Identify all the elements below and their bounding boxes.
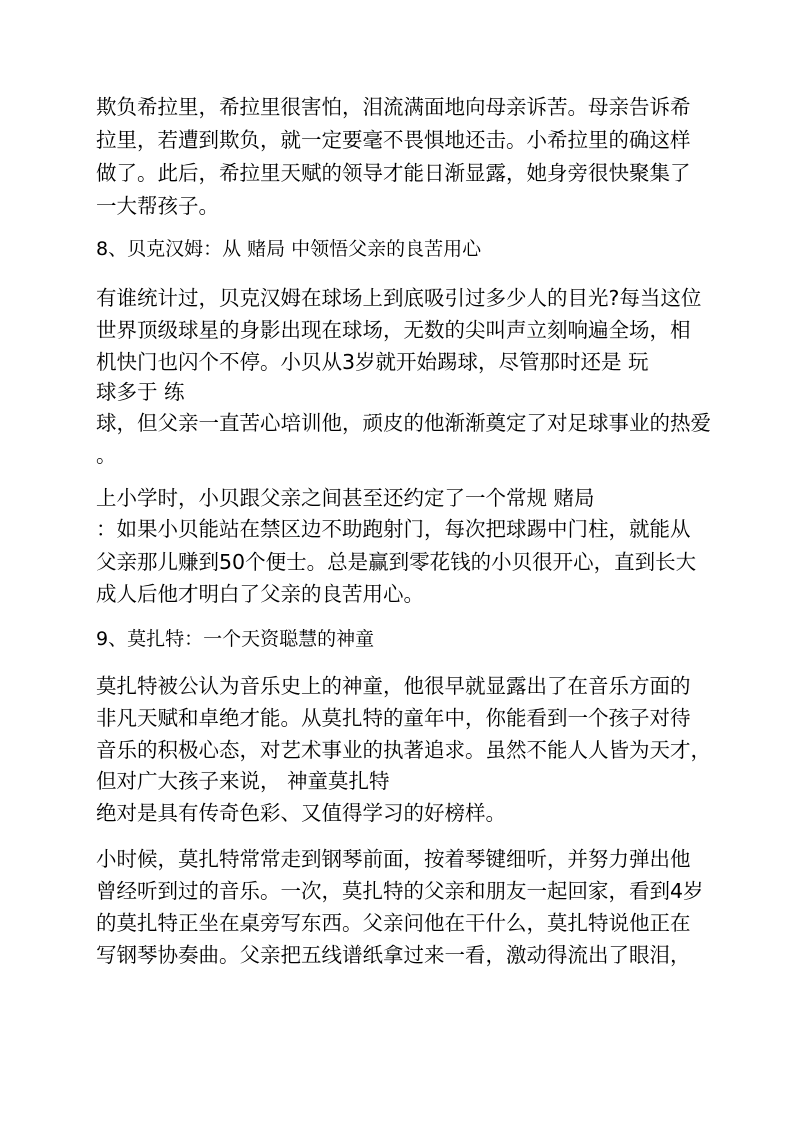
text-line: 成人后他才明白了父亲的良苦用心。 — [96, 582, 424, 606]
text-line: 非凡天赋和卓绝才能。从莫扎特的童年中，你能看到一个孩子对待 — [96, 706, 691, 730]
text-line: 球多于 练 — [96, 380, 185, 404]
section-heading-beckham: 8、贝克汉姆：从 赌局 中领悟父亲的良苦用心 — [96, 238, 482, 260]
text-line: 机快门也闪个不停。小贝从3岁就开始踢球，尽管那时还是 玩 — [96, 350, 649, 374]
text-line: 但对广大孩子来说， 神童莫扎特 — [96, 769, 390, 793]
text-line: 父亲那儿赚到50个便士。总是赢到零花钱的小贝很开心，直到长大 — [96, 550, 697, 574]
text-line: 曾经听到过的音乐。一次，莫扎特的父亲和朋友一起回家，看到4岁 — [96, 879, 704, 903]
text-line: 做了。此后，希拉里天赋的领导才能日渐显露，她身旁很快聚集了 — [96, 161, 691, 185]
text-line: 绝对是具有传奇色彩、又值得学习的好榜样。 — [96, 801, 506, 825]
text-line: 。 — [96, 443, 117, 467]
text-line: 一大帮孩子。 — [96, 194, 219, 218]
text-line: 的莫扎特正坐在桌旁写东西。父亲问他在干什么，莫扎特说他正在 — [96, 911, 691, 935]
text-line: 小时候，莫扎特常常走到钢琴前面，按着琴键细听，并努力弹出他 — [96, 847, 691, 871]
text-line: 写钢琴协奏曲。父亲把五线谱纸拿过来一看，激动得流出了眼泪， — [96, 943, 691, 967]
text-line: 上小学时，小贝跟父亲之间甚至还约定了一个常规 赌局 — [96, 486, 595, 510]
section-heading-mozart: 9、莫扎特：一个天资聪慧的神童 — [96, 628, 375, 650]
text-line: 球，但父亲一直苦心培训他，顽皮的他渐渐奠定了对足球事业的热爱 — [96, 411, 711, 435]
text-line: ：如果小贝能站在禁区边不助跑射门，每次把球踢中门柱，就能从 — [96, 517, 691, 541]
text-line: 拉里，若遭到欺负，就一定要毫不畏惧地还击。小希拉里的确这样 — [96, 128, 691, 152]
text-line: 莫扎特被公认为音乐史上的神童，他很早就显露出了在音乐方面的 — [96, 674, 691, 698]
text-line: 欺负希拉里，希拉里很害怕，泪流满面地向母亲诉苦。母亲告诉希 — [96, 95, 691, 119]
text-line: 世界顶级球星的身影出现在球场，无数的尖叫声立刻响遍全场，相 — [96, 318, 691, 342]
text-line: 音乐的积极心态，对艺术事业的执著追求。虽然不能人人皆为天才， — [96, 738, 711, 762]
text-line: 有谁统计过，贝克汉姆在球场上到底吸引过多少人的目光?每当这位 — [96, 286, 702, 310]
